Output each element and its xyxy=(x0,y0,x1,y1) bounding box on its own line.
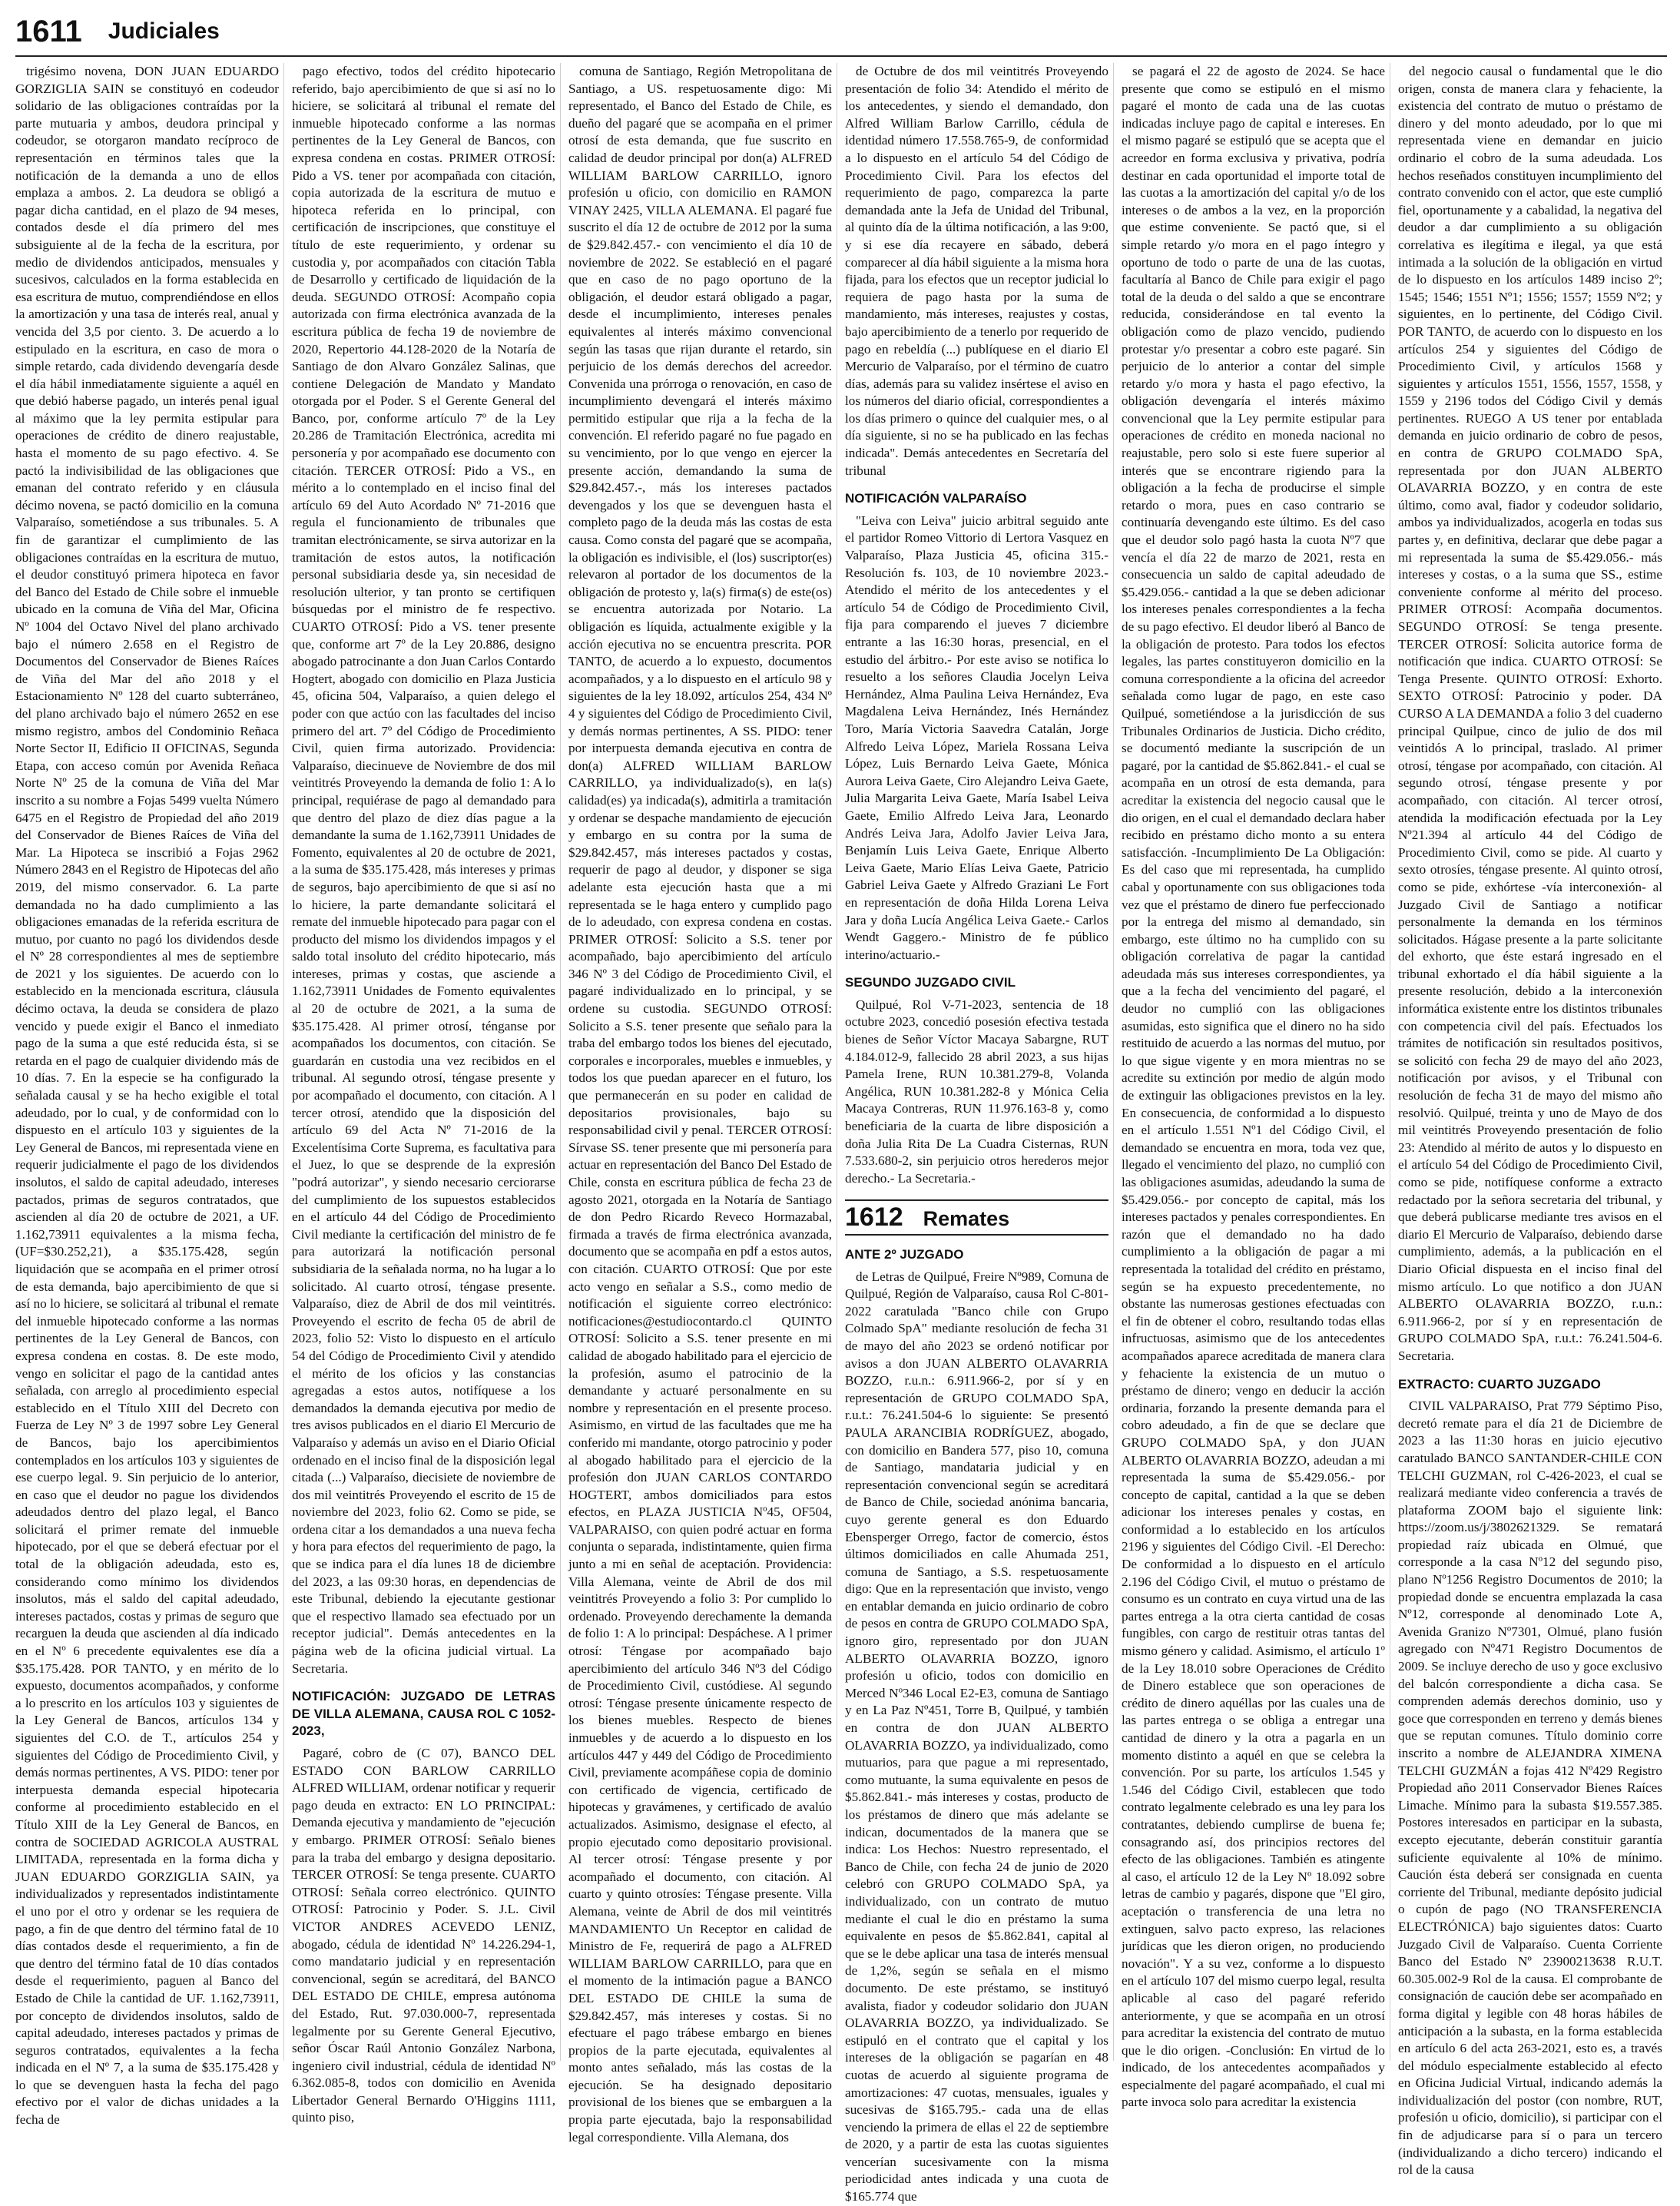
section-title: Judiciales xyxy=(108,18,220,44)
notice-text: CIVIL VALPARAISO, Prat 779 Séptimo Piso, decretó remate para el día 21 de Diciembre de 2023 a las 11:30 horas en juicio ejecutivo caratulado BANCO SANTANDER-CHILE CON TELCHI GUZMAN, rol C-426-2023, el cual se realizará mediante video conferencia a través de plataforma ZOOM bajo el siguiente link: https://zoom.us/j/3802621329. Se rematará propiedad raíz ubicada en Olmué, que corresponde a la casa Nº12 del segundo piso, plano Nº1256 Registro Documentos de 2010; la propiedad donde se encuentra emplazada la casa Nº12, corresponde al denominado Lote A, Avenida Granizo Nº7301, Olmué, plano fusión agregado con Nº471 Registro Documentos de 2009. Se incluye derecho de uso y goce exclusivo del balcón correspondiente a dicha casa. Se comprenden además derechos dominio, uso y goce que corresponden en terreno y demás bienes que se reputan comunes. Título dominio corre inscrito a nombre de ALEJANDRA XIMENA TELCHI GUZMÁN a fojas 412 Nº429 Registro Propiedad año 2011 Conservador Bienes Raíces Limache. Mínimo para la subasta $19.557.385. Postores interesados en participar en la subasta, excepto ejecutante, deberán constituir garantía suficiente equivalente al 10% de mínimo. Caución ésta deberá ser consignada en cuenta corriente del Tribunal, mediante depósito judicial o cupón de pago (NO TRANSFERENCIA ELECTRÓNICA) bajo siguientes datos: Cuarto Juzgado Civil de Valparaíso. Cuenta Corriente Banco del Estado Nº 23900213638 R.U.T. 60.305.002-9 Rol de la causa. El comprobante de consignación de caución debe ser acompañado en forma digital y legible con 48 horas hábiles de anticipación a la subasta, en la forma establecida en artículo 6 del acta 263-2021, esto es, a través del módulo especialmente establecido al efecto en Oficina Judicial Virtual, indicando además la individualización del postor (con nombre, RUT, profesión u oficio, domicilio), si participar con el fin de adjudicarse para sí o para un tercero (individualizando a dicho tercero) indicando el rol de la causa xyxy=(1398,1398,1662,2178)
notice-heading: SEGUNDO JUZGADO CIVIL xyxy=(845,975,1016,990)
column-4 xyxy=(845,63,1114,2204)
page-header xyxy=(15,8,1667,57)
notice-text: pago efectivo, todos del crédito hipotecario referido, bajo apercibimiento de que si así no lo hiciere, se solicitará al tribunal el remate del inmueble hipotecado conforme a las normas pertinentes de la Ley General de Bancos, con expresa condena en costas. PRIMER OTROSÍ: Pido a VS. tener por acompañada con citación, copia autorizada de la escritura de mutuo e hipoteca referida en lo principal, con certificación de inscripciones, que constituye el título de este requerimiento, y ordenar su custodia y, por acompañados con citación Tabla de Desarrollo y certificado de liquidación de la deuda. SEGUNDO OTROSÍ: Acompaño copia autorizada con firma electrónica avanzada de la escritura pública de fecha 19 de noviembre de 2020, Repertorio 44.128-2020 de la Notaría de Santiago de don Alvaro González Salinas, que contiene Delegación de Mandato y Mandato otorgada por el Poder. S el Gerente General del Banco, por, conforme artículo 7º de la Ley 20.286 de Tramitación Electrónica, acredita mi personería y por acompañado ese documento con citación. TERCER OTROSÍ: Pido a VS., en mérito a lo contemplado en el inciso final del artículo 69 del Auto Acordado Nº 71-2016 que regula el funcionamiento de tribunales que tramitan electrónicamente, se sirva autorizar en la tramitación de estos autos, la notificación personal subsidiaria desde ya, sin necesidad de resolución ulterior, y tan pronto se certifiquen búsquedas por el ministro de fe respectivo. CUARTO OTROSÍ: Pido a VS. tener presente que, conforme art 7º de la Ley 20.886, designo abogado patrocinante a don Juan Carlos Contardo Hogtert, abogado con domicilio en Plaza Justicia 45, oficina 504, Valparaíso, a quien delego el poder con que actúo con las facultades del inciso primero del art. 7º del Código de Procedimiento Civil, quien firma autorizado. Providencia: Valparaíso, diecinueve de Noviembre de dos mil veintitrés Proveyendo la demanda de folio 1: A lo principal, requiérase de pago al demandado para que dentro del plazo de diez días pague a la demandante la suma de 1.162,73911 Unidades de Fomento, equivalentes al 20 de octubre de 2021, a la suma de $35.175.428, más intereses y primas de seguros, bajo apercibimiento de que si así no lo hiciere, la parte demandante solicitará el remate del inmueble hipotecado para pagar con el producto del mismo los dividendos impagos y el saldo total insoluto del crédito hipotecario, más intereses, primas y costas, que asciende a 1.162,73911 Unidades de Fomento equivalentes al 20 de octubre de 2021, a la suma de $35.175.428. Al primer otrosí, ténganse por acompañados los documentos, con citación. Se guardarán en custodia una vez recibidos en el tribunal. Al segundo otrosí, téngase presente y por acompañado el documento, con citación. A l tercer otrosí, atendido que la disposición del artículo 69 del Acta Nº 71-2016 de la Excelentísima Corte Suprema, es facultativa para el Juez, lo que se desprende de la expresión "podrá autorizar", y siendo necesario cerciorarse del cumplimiento de los supuestos establecidos en el artículo 44 del Código de Procedimiento Civil mediante la certificación del ministro de fe para autorizará la notificación personal subsidiaria de la señalada norma, no ha lugar a lo solicitado. Al cuarto otrosí, téngase presente. Valparaíso, diez de Abril de dos mil veintitrés. Proveyendo el escrito de fecha 05 de abril de 2023, folio 52: Visto lo dispuesto en el artículo 54 del Código de Procedimiento Civil y atendido el mérito de los oficios y las constancias agregadas a estos autos, notifíquese a los demandados la demanda ejecutiva por medio de tres avisos publicados en el diario El Mercurio de Valparaíso y además un aviso en el Diario Oficial ordenado en el inciso final de la disposición legal citada (...) Valparaíso, diecisiete de noviembre de dos mil veintitrés Proveyendo el escrito de 15 de noviembre del 2023, folio 62. Como se pide, se ordena citar a los demandados a una nueva fecha y hora para efectos del requerimiento de pago, la que se indica para el día lunes 18 de diciembre del 2023, a las 09:30 horas, en dependencias de este Tribunal, debiendo la ejecutante gestionar que el respectivo llamado sea efectuado por un receptor judicial". Demás antecedentes en la página web de la oficina judicial virtual. La Secretaria. xyxy=(292,64,555,1676)
notice-text: Pagaré, cobro de (C 07), BANCO DEL ESTADO CON BARLOW CARRILLO ALFRED WILLIAM, ordenar notificar y requerir pago deuda en extracto: EN LO PRINCIPAL: Demanda ejecutiva y mandamiento de "ejecución y embargo. PRIMER OTROSÍ: Señalo bienes para la traba del embargo y designa depositario. TERCER OTROSÍ: Se tenga presente. CUARTO OTROSÍ: Señala correo electrónico. QUINTO OTROSÍ: Patrocinio y Poder. S. J.L. Civil VICTOR ANDRES ACEVEDO LENIZ, abogado, cédula de identidad Nº 14.226.294-1, como mandatario judicial y en representación convencional, según se acreditará, del BANCO DEL ESTADO DE CHILE, empresa autónoma del Estado, Rut. 97.030.000-7, representada legalmente por su Gerente General Ejecutivo, señor Óscar Raúl Antonio González Narbona, ingeniero civil industrial, cédula de identidad Nº 6.362.085-8, todos con domicilio en Avenida Libertador General Bernardo O'Higgins 1111, quinto piso, xyxy=(292,1746,555,2125)
notice-heading: NOTIFICACIÓN: JUZGADO DE LETRAS DE VILLA ALEMANA, CAUSA ROL C 1052-2023, xyxy=(292,1689,555,1739)
notice-heading: ANTE 2º JUZGADO xyxy=(845,1247,964,1262)
section-number: 1612 xyxy=(845,1203,903,1232)
notice-heading: NOTIFICACIÓN VALPARAÍSO xyxy=(845,491,1027,506)
column-6 xyxy=(1398,63,1667,2178)
column-5 xyxy=(1122,63,1390,2110)
notice-heading: EXTRACTO: CUARTO JUZGADO xyxy=(1398,1376,1601,1392)
section-name: Remates xyxy=(923,1207,1010,1231)
column-3 xyxy=(568,63,837,2145)
page-number: 1611 xyxy=(15,14,82,48)
notice-text: trigésimo novena, DON JUAN EDUARDO GORZIGLIA SAIN se constituyó en codeudor solidario de las obligaciones contraídas por la parte mutuaria y ambos, deudora principal y codeudor, se otorgaron mandato recíproco de representación en términos tales que la notificación de la demanda a uno de ellos emplaza a ambos. 2. La deudora se obligó a pagar dicha cantidad, en el plazo de 94 meses, contados desde el día primero del mes subsiguiente al de la fecha de la escritura, por medio de dividendos anticipados, mensuales y sucesivos, calculados en la forma establecida en esa escritura de mutuo, comprendiéndose en ellos la amortización y una tasa de interés real, anual y vencida del 3,5 por ciento. 3. De acuerdo a lo estipulado en la escritura, en caso de mora o simple retardo, cada dividendo devengaría desde el día hábil inmediatamente siguiente a aquél en que debió haberse pagado, un interés penal igual al máximo que la ley permita estipular para operaciones de crédito de dinero reajustable, hasta el momento de su pago efectivo. 4. Se pactó la indivisibilidad de las obligaciones que emanan del contrato referido y en cláusula décimo novena, se pactó domicilio en la comuna Valparaíso, sometiéndose a sus tribunales. 5. A fin de garantizar el cumplimiento de las obligaciones contraídas en la escritura de mutuo, el deudor constituyó primera hipoteca en favor del Banco del Estado de Chile sobre el inmueble ubicado en la comuna de Viña del Mar, Oficina Nº 1004 del Octavo Nivel del plano archivado bajo el número 2.658 en el Registro de Documentos del Conservador de Bienes Raíces de Viña del Mar del año 2018 y el Estacionamiento Nº 128 del cuarto subterráneo, del plano archivado bajo el número 2652 en ese mismo registro, ambos del Condominio Reñaca Norte Sector II, Edificio II OFICINAS, Segunda Etapa, con acceso común por Avenida Reñaca Norte Nº 25 de la comuna de Viña del Mar inscrito a su nombre a Fojas 5499 vuelta Número 6475 en el Registro de Propiedad del año 2019 del Conservador de Bienes Raíces de Viña del Mar. La Hipoteca se inscribió a Fojas 2962 Número 2843 en el Registro de Hipotecas del año 2019, del mismo conservador. 6. La parte demandada no ha dado cumplimiento a las obligaciones emanadas de la referida escritura de mutuo, por cuanto no pagó los dividendos desde el Nº 28 correspondientes al mes de septiembre de 2021 y los siguientes. De acuerdo con lo establecido en la mencionada escritura, cláusula décimo octava, la deuda se considera de plazo vencido y puede exigir el Banco el inmediato pago de la suma a que esté reducida ésta, si se retarda en el pago de cualquier dividendo más de 10 días. 7. En la especie se ha configurado la señalada causal y se ha hecho exigible el total adeudado, por lo cual, y de conformidad con lo dispuesto en el artículo 103 y siguientes de la Ley General de Bancos, mi representada viene en requerir judicialmente el pago de los dividendos insolutos, el saldo de capital adeudado, intereses pactados, primas de seguros contratados, que ascienden al día 20 de octubre de 2021, a UF. 1.162,73911 equivalentes a la misma fecha, (UF=$30.252,21), a $35.175.428, según liquidación que se acompaña en el primer otrosí de esta demanda, bajo apercibimiento de que si así no lo hiciere, se solicitará al tribunal el remate del inmueble hipotecado conforme a las normas pertinentes de la Ley General de Bancos, con expresa condena en costas. 8. De este modo, vengo en solicitar el pago de la cantidad antes señalada, con arreglo al procedimiento especial establecido en el Título XIII del Decreto con Fuerza de Ley Nº 3 de 1997 sobre Ley General de Bancos, bajo los apercibimientos contemplados en los artículos 103 y siguientes de ese cuerpo legal. 9. Sin perjuicio de lo anterior, en caso que el deudor no pague los dividendos adeudados dentro del plazo legal, el Banco solicitará el primer remate del inmueble hipotecado, por el que se deberá efectuar por el total de la obligación adeudada, esto es, considerando como mínimo los dividendos insolutos, más el saldo del capital adeudado, intereses pactados, costas y primas de seguro que recarguen la deuda que ascienden al día indicado en el Nº 6 precedente equivalentes ese día a $35.175.428. POR TANTO, y en mérito de lo expuesto, documentos acompañados, y conforme a lo prescrito en los artículos 103 y siguientes de la Ley General de Bancos, artículos 134 y siguientes del C.O. de T., artículos 254 y siguientes del Código de Procedimiento Civil, y demás normas pertinentes, A VS. PIDO: tener por interpuesta demanda especial hipotecaria conforme al procedimiento establecido en el Título XIII de la Ley General de Bancos, en contra de SOCIEDAD AGRICOLA AUSTRAL LIMITADA, representada en la forma dicha y JUAN EDUARDO GORZIGLIA SAIN, ya individualizados y representados indistintamente el uno por el otro y ordenar se les requiera de pago, a fin de que dentro del término fatal de 10 días contados desde el requerimiento, a fin de que dentro del término fatal de 10 días contados desde el requerimiento, paguen al Banco del Estado de Chile la cantidad de UF. 1.162,73911, por concepto de dividendos insolutos, saldo de capital adeudado, intereses pactados y primas de seguros contratados, equivalentes a la fecha indicada en el Nº 7, a la suma de $35.175.428 y lo que se devenguen hasta la fecha del pago efectivo por el valor de dichas unidades a la fecha de xyxy=(15,64,279,2128)
column-2 xyxy=(292,63,561,2125)
notice-text: del negocio causal o fundamental que le dio origen, consta de manera clara y fehaciente, la existencia del contrato de mutuo o préstamo de dinero y del monto adeudado, por lo que mi representada viene en demandar en juicio ordinario el cobro de la suma adeudada. Los hechos reseñados constituyen incumplimiento del contrato convenido con el actor, que este cumplió fiel, oportunamente y a cabalidad, la negativa del deudor a dar cumplimiento a su obligación correlativa es ilegítima e ilegal, ya que está intimada a la solución de la obligación en virtud de lo dispuesto en los artículos 1489 inciso 2º; 1545; 1546; 1551 Nº1; 1556; 1557; 1559 Nº2; y siguientes, en lo pertinente, del Código Civil. POR TANTO, de acuerdo con lo dispuesto en los artículos 254 y siguientes del Código de Procedimiento Civil, y artículos 1568 y siguientes y artículos 1551, 1556, 1557, 1558, y 1559 y 2196 todos del Código Civil y demás pertinentes. RUEGO A US tener por entablada demanda en juicio ordinario de cobro de pesos, en contra de GRUPO COLMADO SpA, representada por don JUAN ALBERTO OLAVARRIA BOZZO, y en contra de este último, como aval, fiador y codeudor solidario, ambos ya individualizados, acogerla en todas sus partes y, en definitiva, declarar que debe pagar a mi representada la suma de $5.429.056.- más intereses y costas, o a la suma que SS., estime conveniente conforme al mérito del proceso. PRIMER OTROSÍ: Acompaña documentos. SEGUNDO OTROSÍ: Se tenga presente. TERCER OTROSÍ: Solicita autorice forma de notificación que indica. CUARTO OTROSÍ: Se Tenga Presente. QUINTO OTROSÍ: Exhorto. SEXTO OTROSÍ: Patrocinio y poder. DA CURSO A LA DEMANDA a folio 3 del cuaderno principal Quilpue, cinco de julio de dos mil veintidós A lo principal, traslado. Al primer otrosí, téngase por acompañado, con citación. Al segundo otrosí, téngase presente y por acompañado, con citación. Al tercer otrosí, atendida la modificación efectuada por la Ley Nº21.394 al artículo 44 del Código de Procedimiento Civil, como se pide. Al cuarto y sexto otrosíes, téngase presente. Al quinto otrosí, como se pide, exhórtese -vía interconexión- al Juzgado Civil de Santiago a notificar personalmente la demanda en los términos solicitados. Hágase presente a la parte solicitante del exhorto, que éste estará ingresado en el tribunal exhortado el día hábil siguiente a la presente resolución, debido a la interconexión informática existente entre los distintos tribunales con competencia civil del país. Efectuados los trámites de notificación sin resultados positivos, se solicitó con fecha 29 de mayo del año 2023, notificación por avisos, y el Tribunal con resolución de fecha 31 de mayo del mismo año resolvió. Quilpué, treinta y uno de Mayo de dos mil veintitrés Proveyendo presentación de folio 23: Atendido al mérito de autos y lo dispuesto en el artículo 54 del Código de Procedimiento Civil, como se pide, notifíquese conforme a extracto redactado por la señora secretaria del tribunal, y que deberá publicarse mediante tres avisos en el diario El Mercurio de Valparaíso, debiendo darse cumplimiento, además, a la publicación en el Diario Oficial dispuesta en el inciso final del mismo artículo. Lo que notifico a don JUAN ALBERTO OLAVARRIA BOZZO, r.u.n.: 6.911.966-2, por sí y en representación de GRUPO COLMADO SpA, r.u.t.: 76.241.504-6. Secretaria. xyxy=(1398,64,1662,1363)
column-1 xyxy=(15,63,284,2128)
newspaper-columns xyxy=(15,63,1667,2204)
notice-text: se pagará el 22 de agosto de 2024. Se hace presente que como se estipuló en el mismo pagaré el monto de cada una de las cuotas indicadas incluye pago de capital e intereses. En el mismo pagaré se estipuló que se acepta que el acreedor en forma exclusiva y privativa, podría destinar en cada oportunidad el importe total de las cuotas a la amortización del capital y/o de los intereses o de ambos a la vez, en la proporción que estime conveniente. Se pactó que, si el simple retardo y/o mora en el pago íntegro y oportuno de todo o parte de una de las cuotas, facultaría al Banco de Chile para exigir el pago total de la deuda o del saldo a que se encontrare reducida, considerándose en tal evento la obligación como de plazo vencido, pudiendo protestar y/o presentar a cobro este pagaré. Sin perjuicio de lo anterior a contar del simple retardo y/o mora y hasta el pago efectivo, la obligación devengaría el interés máximo convencional que la Ley permite estipular para operaciones de crédito en moneda nacional no reajustable, pero solo si este fuere superior al interés que se encontrare rigiendo para la obligación a la fecha de producirse el simple retardo o mora, pues en caso contrario se continuaría devengando este último. Es del caso que el deudor solo pagó hasta la cuota Nº7 que vencía el día 22 de marzo de 2021, resta en consecuencia un saldo de capital adeudado de $5.429.056.- cantidad a la que se deben adicionar los intereses penales correspondientes a la fecha de su pago efectivo. El deudor liberó al Banco de la obligación de protesto. Para todos los efectos legales, las partes constituyeron domicilio en la comuna correspondiente a la oficina del acreedor señalada como lugar de pago, en este caso Quilpué, sometiéndose a la jurisdicción de sus Tribunales Ordinarios de Justicia. Dicho crédito, se documentó mediante la suscripción de un pagaré, por la cantidad de $5.862.841.- el cual se acompaña en un otrosí de esta demanda, para acreditar la existencia del negocio causal que le dio origen, en el cual el demandado declara haber recibido en préstamo dicho monto a su entera satisfacción. -Incumplimiento De La Obligación: Es del caso que mi representada, ha cumplido cabal y oportunamente con sus obligaciones toda vez que el préstamo de dinero fue perfeccionado por la entrega del mismo al demandado, sin embargo, este último no ha cumplido con su obligación correlativa de pagar la cantidad adeudada más sus intereses correspondientes, ya que a la fecha del vencimiento del pagaré, el deudor no cumplió con las obligaciones asumidas, esto significa que el dinero no ha sido restituido de acuerdo a las normas del mutuo, por lo que sigue vigente y en mora mientras no se acredite su extinción por medio de algún modo de extinguir las obligaciones previstos en la ley. En consecuencia, de conformidad a lo dispuesto en el artículo 1.551 Nº1 del Código Civil, el demandado se encuentra en mora, toda vez que, llegado el vencimiento del plazo, no cumplió con las obligaciones asumidas, adeudando la suma de $5.429.056.- por concepto de capital, más los intereses pactados y penales correspondientes. En razón que el demandado no ha dado cumplimiento a la obligación de pagar a mi representada la totalidad del crédito en préstamo, según se ha expuesto precedentemente, no obstante las numerosas gestiones efectuadas con el fin de obtener el cobro, resultando todas ellas infructuosas, asimismo que de los antecedentes acompañados aparece acreditada de manera clara y fehaciente la existencia de un mutuo o préstamo de dinero; vengo en deducir la acción ordinaria, forzando la presente demanda para el cobro adeudado, a fin de que se declare que GRUPO COLMADO SpA, y don JUAN ALBERTO OLAVARRIA BOZZO, adeudan a mi representada la suma de $5.429.056.- por concepto de capital, cantidad a la que se deben adicionar los intereses penales y costas, en conformidad a lo establecido en los artículos 2196 y siguientes del Código Civil. -El Derecho: De conformidad a lo dispuesto en el artículo 2.196 del Código Civil, el mutuo o préstamo de consumo es un contrato en cuya virtud una de las partes entrega a la otra cierta cantidad de cosas fungibles, con cargo de restituir otras tantas del mismo género y calidad. Asimismo, el artículo 1º de la Ley 18.010 sobre Operaciones de Crédito de Dinero establece que son operaciones de crédito de dinero aquéllas por las cuales una de las partes entrega o se obliga a entregar una cantidad de dinero y la otra a pagarla en un momento distinto a aquél en que se celebra la convención. Por su parte, los artículos 1.545 y 1.546 del Código Civil, establecen que todo contrato legalmente celebrado es una ley para los contratantes, debiendo cumplirse de buena fe; consagrando así, dos principios rectores del efecto de las obligaciones. También es atingente al caso, el artículo 12 de la Ley Nº 18.092 sobre letras de cambio y pagarés, dispone que "El giro, aceptación o transferencia de una letra no extinguen, salvo pacto expreso, las relaciones jurídicas que les dieron origen, no produciendo novación". Y a su vez, conforme a lo dispuesto en el artículo 107 del mismo cuerpo legal, resulta aplicable al caso del pagaré referido anteriormente, y que se acompaña en un otrosí para acreditar la existencia del contrato de mutuo que le dio origen. -Conclusión: En virtud de lo indicado, de los antecedentes acompañados y especialmente del pagaré acompañado, el cual mi parte invoca solo para acreditar la existencia xyxy=(1122,64,1385,2110)
notice-text: de Letras de Quilpué, Freire Nº989, Comuna de Quilpué, Región de Valparaíso, causa Rol C-801-2022 caratulada "Banco chile con Grupo Colmado SpA" mediante resolución de fecha 31 de mayo del año 2023 se ordenó notificar por avisos a don JUAN ALBERTO OLAVARRIA BOZZO, r.u.n.: 6.911.966-2, por sí y en representación de GRUPO COLMADO SpA, r.u.t.: 76.241.504-6 lo siguiente: Se presentó PAULA ARANCIBIA RODRÍGUEZ, abogado, con domicilio en Bandera 577, piso 10, comuna de Santiago, mandataria judicial y en representación convencional según se acreditará de Banco de Chile, sociedad anónima bancaria, cuyo gerente general es don Eduardo Ebensperger Orrego, factor de comercio, éstos últimos domiciliados en calle Ahumada 251, comuna de Santiago, a S.S. respetuosamente digo: Que en la representación que invisto, vengo en entablar demanda en juicio ordinario de cobro de pesos en contra de GRUPO COLMADO SpA, ignoro giro, representado por don JUAN ALBERTO OLAVARRIA BOZZO, ignoro profesión u oficio, todos con domicilio en Merced Nº346 Local E2-E3, comuna de Santiago y en La Paz Nº451, Torre B, Quilpué, y también en contra de don JUAN ALBERTO OLAVARRIA BOZZO, ya individualizado, como mutuarios, para que pague a mi representado, como mutuante, la suma equivalente en pesos de $5.862.841.- más intereses y costas, producto de los préstamos de dinero que más adelante se indican, documentados de la manera que se indica: Los Hechos: Nuestro representado, el Banco de Chile, con fecha 24 de junio de 2020 celebró con GRUPO COLMADO SpA, ya individualizado, con un contrato de mutuo mediante el cual le dio en préstamo la suma equivalente en pesos de $5.862.841, capital al que se le debe aplicar una tasa de interés mensual de 1,2%, según se señala en el mismo documento. De este préstamo, se instituyó avalista, fiador y codeudor solidario don JUAN OLAVARRIA BOZZO, ya individualizado. Se estipuló en el contrato que el capital y los intereses de la obligación se pagarían en 48 cuotas de acuerdo al siguiente programa de amortizaciones: 47 cuotas, mensuales, iguales y sucesivas de $165.795.- cada una de ellas venciendo la primera de ellas el 22 de septiembre de 2020, y a partir de esta las cuotas siguientes vencerían sucesivamente con la misma periodicidad antes indicada y una cuota de $165.774 que xyxy=(845,1269,1108,2204)
section-divider xyxy=(845,1199,1108,1236)
notice-text: Quilpué, Rol V-71-2023, sentencia de 18 octubre 2023, concedió posesión efectiva testada bienes de Señor Víctor Macaya Sabargne, RUT 4.184.012-9, fallecido 28 abril 2023, a sus hijas Pamela Irene, RUN 10.381.279-8, Volanda Angélica, RUN 10.381.282-8 y Mónica Celia Macaya Contreras, RUN 11.976.163-8 y, como beneficiaria de la cuarta de libre disposición a doña Julia Rita De La Cuadra Cisternas, RUN 7.533.680-2, sin perjuicio otros herederos mejor derecho.- La Secretaria.- xyxy=(845,997,1108,1186)
notice-text: de Octubre de dos mil veintitrés Proveyendo presentación de folio 34: Atendido el mérito de los antecedentes, y siendo el demandado, don Alfred William Barlow Carrillo, cédula de identidad número 17.558.765-9, de conformidad a lo dispuesto en el artículo 54 del Código de Procedimiento Civil. Para los efectos del requerimiento de pago, comparezca la parte demandada ante la Jefa de Unidad del Tribunal, al quinto día de la última notificación, a las 9:00, y si ese día recayere en sábado, deberá comparecer al día hábil siguiente a la misma hora fijada, para los efectos que un receptor judicial lo requiera de pago hasta por la suma de mandamiento, más intereses, reajustes y costas, bajo apercibimiento de a tenerlo por requerido de pago en rebeldía (...) publíquese en el diario El Mercurio de Valparaíso, por el término de cuatro días, además para su validez insértese el aviso en los números del diario oficial, correspondientes a los días primero o quince del cualquier mes, o al día siguiente, si no se ha publicado en las fechas indicada". Demás antecedentes en Secretaría del tribunal xyxy=(845,64,1108,478)
notice-text: comuna de Santiago, Región Metropolitana de Santiago, a US. respetuosamente digo: Mi representado, el Banco del Estado de Chile, es dueño del pagaré que se acompaña en el primer otrosí de esta demanda, que fue suscrito en calidad de deudor principal por don(a) ALFRED WILLIAM BARLOW CARRILLO, ignoro profesión u oficio, con domicilio en RAMON VINAY 2425, VILLA ALEMANA. El pagaré fue suscrito el día 12 de octubre de 2012 por la suma de $29.842.457.- con vencimiento el día 10 de noviembre de 2022. Se estableció en el pagaré que en caso de no pago oportuno de la obligación, el deudor estará obligado a pagar, desde el incumplimiento, intereses penales equivalentes al interés máximo convencional según las tasas que rijan durante el retardo, sin perjuicio de los demás derechos del acreedor. Convenida una prórroga o renovación, en caso de incumplimiento devengará el interés máximo permitido estipular que rija a la fecha de la convención. El referido pagaré no fue pagado en su vencimiento, por lo que vengo en ejercer la presente acción, demandando la suma de $29.842.457.-, más los intereses pactados devengados y los que se devenguen hasta el completo pago de la deuda más las costas de esta causa. Como consta del pagaré que se acompaña, la obligación es indivisible, el (los) suscriptor(es) relevaron al portador de los documentos de la obligación de protesto y, la(s) firma(s) de este(os) se encuentra autorizada por Notario. La obligación es líquida, actualmente exigible y la acción ejecutiva no se encuentra prescrita. POR TANTO, de acuerdo a lo expuesto, documentos acompañados, y a lo dispuesto en el artículo 98 y siguientes de la ley 18.092, artículos 254, 434 Nº 4 y siguientes del Código de Procedimiento Civil, y demás normas pertinentes, A SS. PIDO: tener por interpuesta demanda ejecutiva en contra de don(a) ALFRED WILLIAM BARLOW CARRILLO, ya individualizado(s), en la(s) calidad(es) ya indicada(s), admitirla a tramitación y ordenar se despache mandamiento de ejecución y embargo en su contra por la suma de $29.842.457, más intereses pactados y costas, requerir de pago al deudor, y disponer se siga adelante esta ejecución hasta que a mi representada se le haga entero y cumplido pago de lo adeudado, con expresa condena en costas. PRIMER OTROSÍ: Solicito a S.S. tener por acompañado, bajo apercibimiento del artículo 346 Nº 3 del Código de Procedimiento Civil, el pagaré individualizado en lo principal, y se ordene su custodia. SEGUNDO OTROSÍ: Solicito a S.S. tener presente que señalo para la traba del embargo todos los bienes del ejecutado, corporales e incorporales, muebles e inmuebles, y todos los que puedan aparecer en el futuro, los que permanecerán en su poder en calidad de depositarios provisionales, bajo su responsabilidad civil y penal. TERCER OTROSÍ: Sírvase SS. tener presente que mi personería para actuar en representación del Banco Del Estado de Chile, consta en escritura pública de fecha 23 de agosto 2021, otorgada en la Notaría de Santiago de don Pedro Ricardo Reveco Hormazabal, firmada a través de firma electrónica avanzada, documento que se acompaña en pdf a estos autos, con citación. CUARTO OTROSÍ: Que por este acto vengo en señalar a S.S., como medio de notificación el siguiente correo electrónico: notificaciones@estudiocontardo.cl QUINTO OTROSÍ: Solicito a S.S. tener presente en mi calidad de abogado habilitado para el ejercicio de la profesión, asumo el patrocinio de la demandante y actuaré personalmente en su nombre y representación en el presente proceso. Asimismo, en virtud de las facultades que me ha conferido mi mandante, otorgo patrocinio y poder al abogado habilitado para el ejercicio de la profesión don JUAN CARLOS CONTARDO HOGTERT, ambos domiciliados para estos efectos, en PLAZA JUSTICIA Nº45, OF504, VALPARAISO, con quien podré actuar en forma conjunta o separada, indistintamente, quien firma junto a mi en señal de aceptación. Providencia: Villa Alemana, veinte de Abril de dos mil veintitrés Proveyendo a folio 3: Por cumplido lo ordenado. Proveyendo derechamente la demanda de folio 1: A lo principal: Despáchese. A l primer otrosí: Téngase por acompañado bajo apercibimiento del artículo 346 Nº3 del Código de Procedimiento Civil, custódiese. Al segundo otrosí: Téngase presente únicamente respecto de los bienes muebles. Respecto de bienes inmuebles y de acuerdo a lo dispuesto en los artículos 447 y 449 del Código de Procedimiento Civil, previamente acompáñese copia de dominio con certificado de vigencia, certificado de hipotecas y gravámenes, y certificado de avalúo actualizados. Asimismo, designase el efecto, al propio ejecutado como depositario provisional. Al tercer otrosí: Téngase presente y por acompañado el documento, con citación. Al cuarto y quinto otrosíes: Téngase presente. Villa Alemana, veinte de Abril de dos mil veintitrés MANDAMIENTO Un Receptor en calidad de Ministro de Fe, requerirá de pago a ALFRED WILLIAM BARLOW CARRILLO, para que en el momento de la intimación pague a BANCO DEL ESTADO DE CHILE la suma de $29.842.457, más intereses y costas. Si no efectuare el pago trábese embargo en bienes propios de la parte ejecutada, equivalentes al monto antes señalado, más las costas de la ejecución. Se ha designado depositario provisional de los bienes que se embarguen a la propia parte ejecutada, bajo la responsabilidad legal correspondiente. Villa Alemana, dos xyxy=(568,64,832,2145)
notice-text: "Leiva con Leiva" juicio arbitral seguido ante el partidor Romeo Vittorio di Lertora Vasquez en Valparaíso, Plaza Justicia 45, oficina 315.- Resolución fs. 103, de 10 noviembre 2023.- Atendido el mérito de los antecedentes y el artículo 54 de Código de Procedimiento Civil, fija para comparendo el jueves 7 diciembre entrante a las 16:30 horas, presencial, en el estudio del árbitro.- Por este aviso se notifica lo resuelto a los señores Claudia Jocelyn Leiva Hernández, Alma Paulina Leiva Hernández, Eva Magdalena Leiva Hernández, Inés Hernández Toro, María Victoria Saavedra Catalán, Jorge Alfredo Leiva López, Mariela Rossana Leiva López, Luis Bernardo Leiva Gaete, Mónica Aurora Leiva Gaete, Ciro Alejandro Leiva Gaete, Julia Margarita Leiva Gaete, María Isabel Leiva Gaete, Emilio Alfredo Leiva Jara, Leonardo Andrés Leiva Jara, Adolfo Javier Leiva Jara, Benjamín Luis Leiva Gaete, Enrique Alberto Leiva Gaete, Mario Elías Leiva Gaete, Patricio Gabriel Leiva Gaete y Alfredo Graziani Le Fort en representación de doña Hilda Lorena Leiva Jara y doña Lucía Angélica Leiva Gaete.- Carlos Wendt Gaggero.- Ministro de fe público interino/actuario.- xyxy=(845,513,1108,962)
